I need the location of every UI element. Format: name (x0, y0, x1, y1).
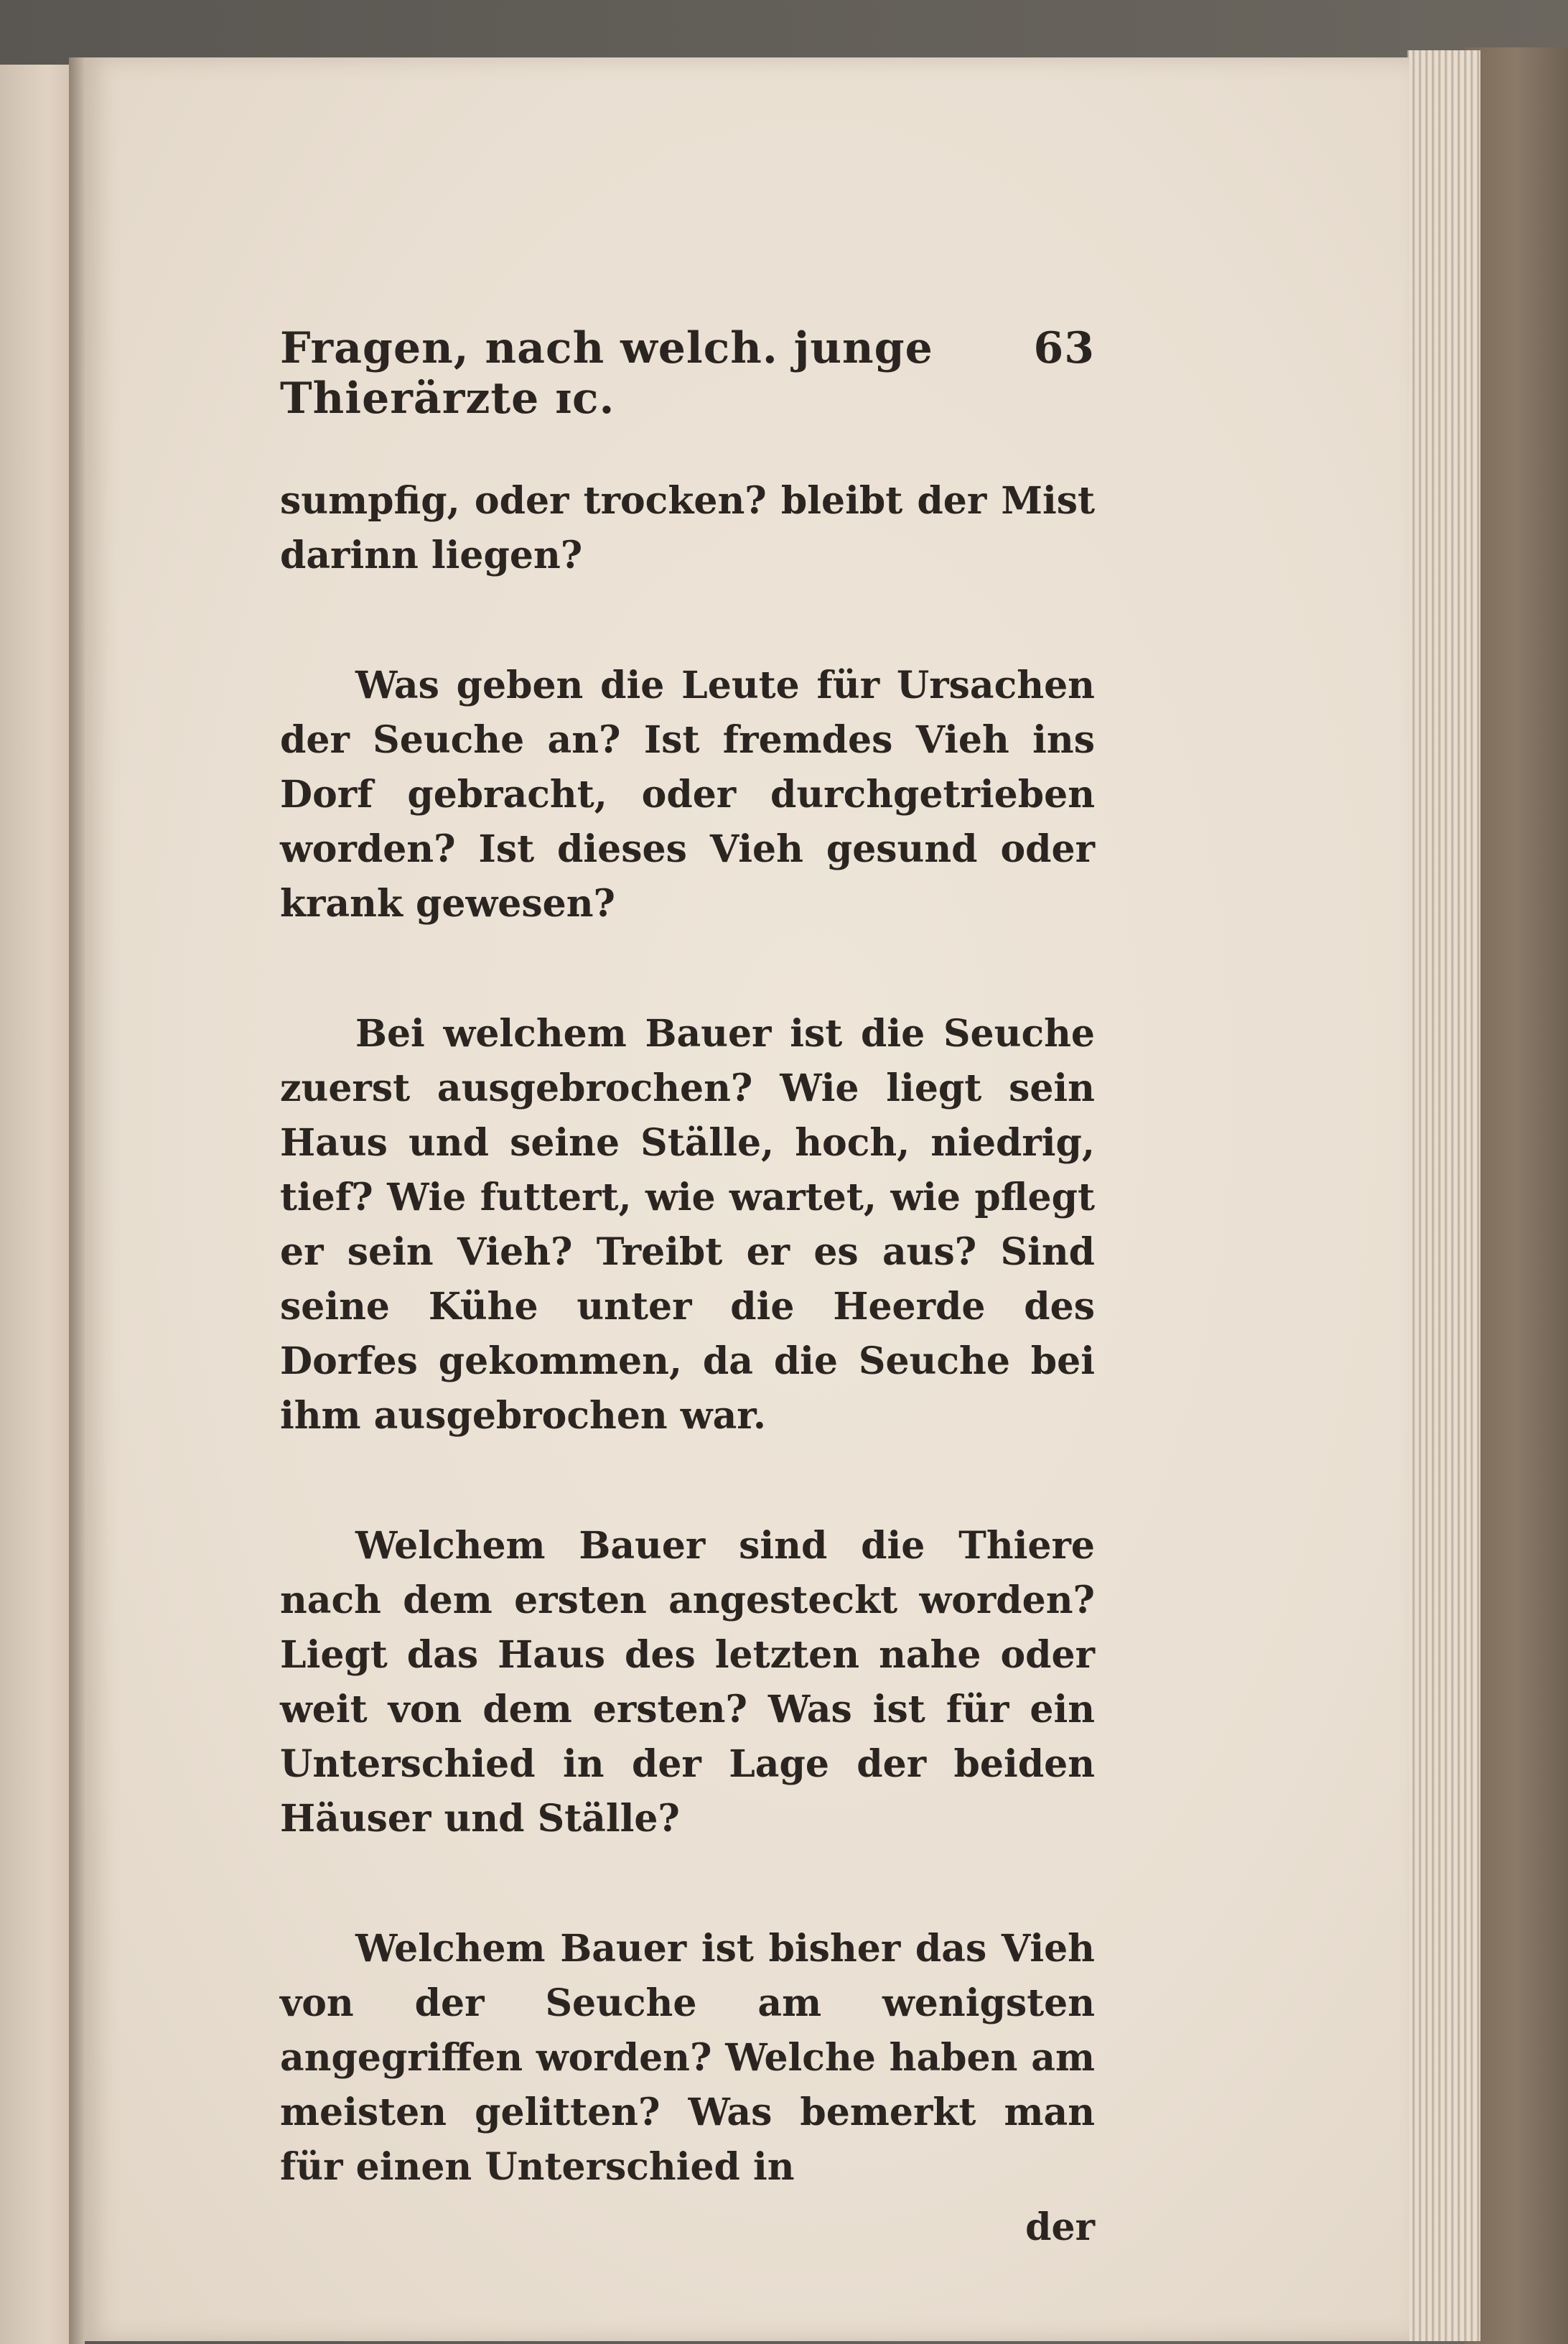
page-number: 63 (1033, 323, 1095, 373)
paragraph-continuation: sumpfig, oder trocken? bleibt der Mist darinn liegen? (280, 479, 1095, 577)
paragraph-second-farmer: Welchem Bauer sind die Thiere nach dem ersten angesteckt worden? Liegt das Haus des letzten nahe oder weit von dem ersten? Was ist für ein Unterschied in der Lage der beiden Häuser und Ställe? (280, 1524, 1095, 1841)
paragraph-least-affected: Welchem Bauer ist bisher das Vieh von der Seuche am wenigsten angegriffen worden? Welche haben am meisten gelitten? Was bemerkt man für einen Unterschied in (280, 1927, 1095, 2189)
paragraph-causes: Was geben die Leute für Ursachen der Seuche an? Ist fremdes Vieh ins Dorf gebracht, oder durchgetrieben worden? Ist dieses Vieh gesund oder krank gewesen? (280, 664, 1095, 926)
catchword: der (1025, 2205, 1095, 2249)
running-head-title: Fragen, nach welch. junge Thierärzte ɪc. (280, 323, 933, 424)
paragraph-first-farmer: Bei welchem Bauer ist die Seuche zuerst ausgebrochen? Wie liegt sein Haus und seine Ställe, hoch, niedrig, tief? Wie futtert, wie wartet, wie pflegt er sein Vieh? Treibt er es aus? Sind seine Kühe unter die Heerde des Dorfes gekommen, da die Seuche bei ihm ausgebrochen war. (280, 1012, 1095, 1438)
book-gutter (69, 57, 85, 2344)
running-head (280, 323, 1095, 424)
left-page (0, 65, 71, 2344)
page-text (280, 323, 1095, 2255)
page-edges (1407, 50, 1480, 2341)
